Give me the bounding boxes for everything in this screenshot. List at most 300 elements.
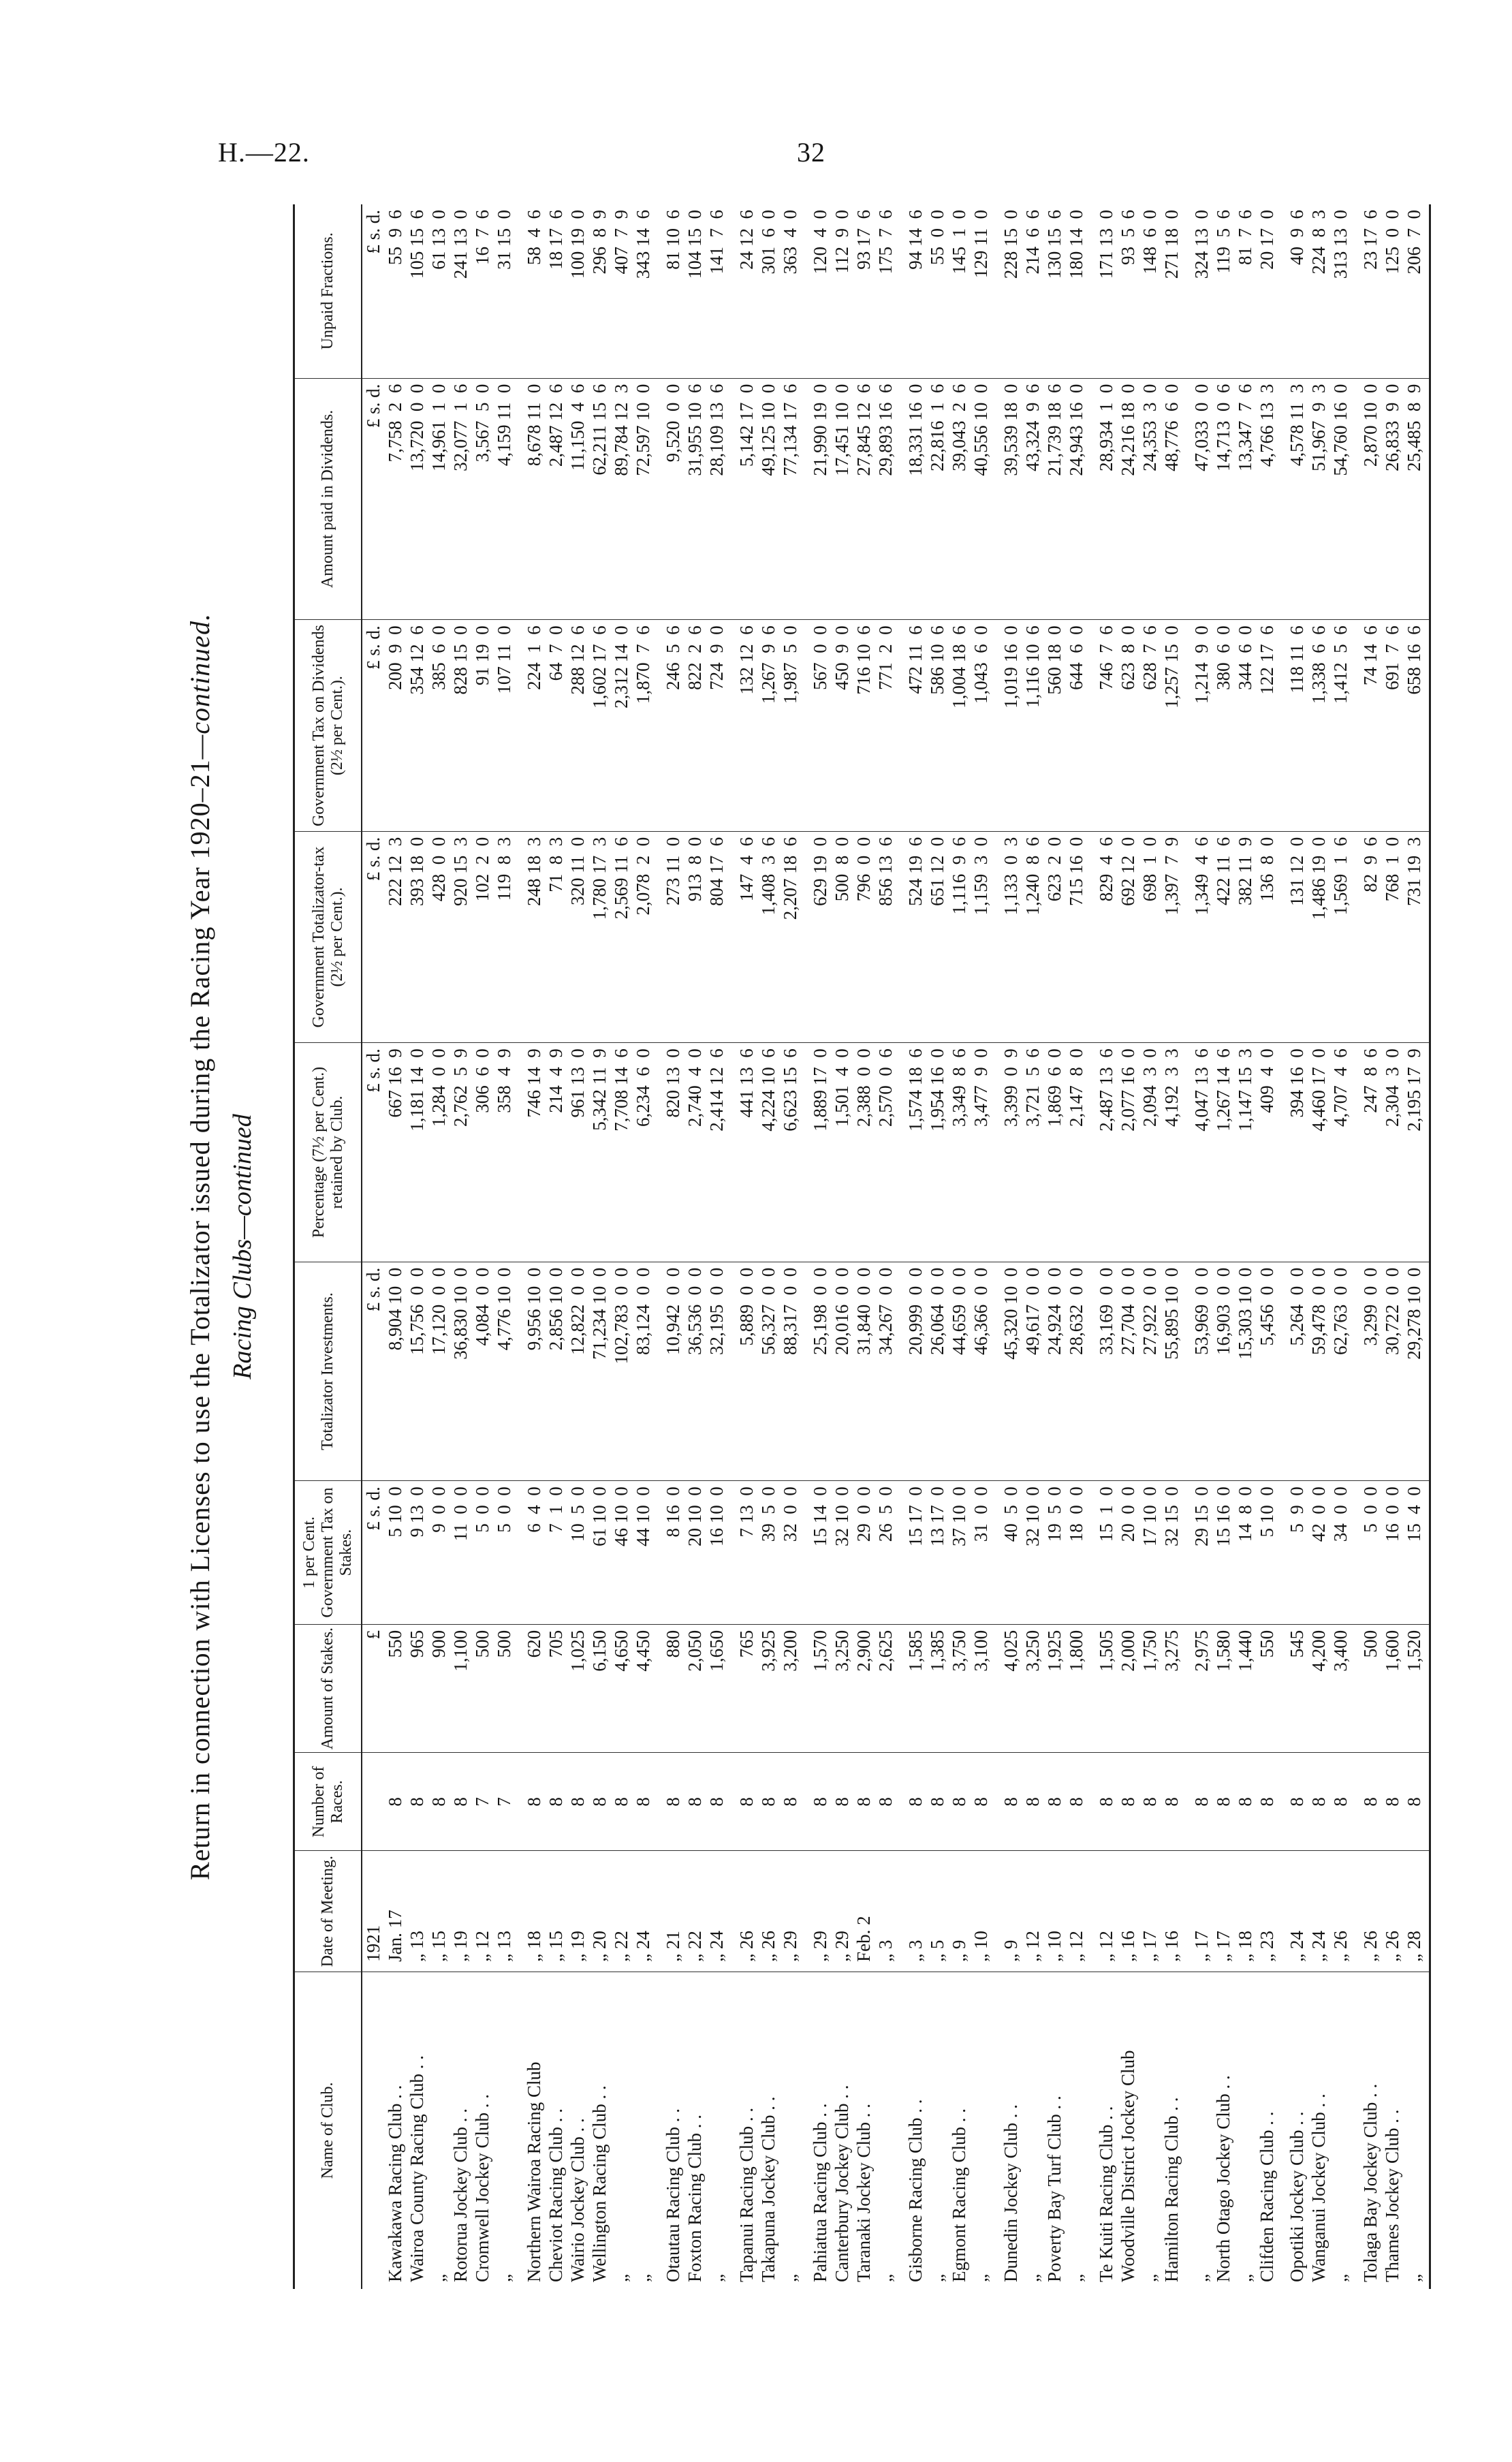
spacer-cell (1278, 1262, 1286, 1481)
percentage-cell: 1,889 17 0 (809, 1043, 831, 1262)
table-row (1381, 204, 1403, 2289)
club-name-cell: Pahiatua Racing Club . . (810, 2103, 830, 2282)
spacer-cell (1087, 831, 1095, 1042)
spacer-cell (896, 1753, 904, 1851)
club-name-cell: „ (494, 2274, 514, 2282)
spacer-cell (801, 1624, 809, 1752)
totalizator-tax-cell: 147 4 6 (736, 831, 757, 1042)
spacer-cell (727, 831, 736, 1042)
meeting-date-cell: „ 24 (632, 1851, 654, 1972)
meeting-date-cell: Jan. 17 (384, 1851, 406, 1972)
table-row (471, 204, 493, 2289)
stakes-cell: 4,450 (632, 1624, 654, 1752)
percentage-cell: 3,399 0 9 (1000, 1043, 1022, 1262)
spacer-cell (727, 204, 736, 378)
stakes-tax-cell: 20 0 0 (1117, 1481, 1139, 1625)
table-title (184, 204, 216, 2289)
dividend-tax-cell: 724 9 0 (706, 620, 727, 831)
meeting-date-cell: „ 12 (1022, 1851, 1043, 1972)
dividends-cell: 47,033 0 0 (1191, 378, 1212, 620)
fractions-cell: 313 13 0 (1329, 204, 1351, 378)
percentage-cell: 2,570 0 6 (875, 1043, 896, 1262)
totalizator-tax-cell: 715 16 0 (1065, 831, 1087, 1042)
dividend-tax-cell: 64 7 0 (545, 620, 567, 831)
dividends-cell: 14,713 0 6 (1212, 378, 1234, 620)
races-cell: 8 (831, 1753, 853, 1851)
totalizator-tax-cell: 422 11 6 (1212, 831, 1234, 1042)
table-row (1065, 204, 1087, 2289)
club-name-cell: Tolaga Bay Jockey Club . . (1360, 2083, 1381, 2282)
meeting-date-cell: „ 13 (493, 1851, 515, 1972)
percentage-cell: 820 13 0 (662, 1043, 684, 1262)
stakes-cell: 1,100 (450, 1624, 471, 1752)
fractions-cell: 94 14 6 (904, 204, 926, 378)
meeting-date-cell: „ 29 (779, 1851, 801, 1972)
races-cell: 8 (523, 1753, 545, 1851)
percentage-cell: 1,284 0 0 (428, 1043, 450, 1262)
fractions-cell: 104 15 0 (684, 204, 706, 378)
page-reference: H.—22. (218, 137, 310, 168)
totalizator-tax-cell: 796 0 0 (853, 831, 875, 1042)
meeting-date-cell: „ 19 (450, 1851, 471, 1972)
totalizator-tax-cell: 920 15 3 (450, 831, 471, 1042)
table-row (853, 204, 875, 2289)
stakes-tax-cell: 15 4 0 (1403, 1481, 1430, 1625)
col-dividends-paid: Amount paid in Dividends. (294, 378, 362, 620)
investments-cell: 10,942 0 0 (662, 1262, 684, 1481)
spacer-cell (1087, 620, 1095, 831)
col-amount-of-stakes: Amount of Stakes. (294, 1624, 362, 1752)
table-body (362, 204, 1430, 2289)
spacer-cell (727, 378, 736, 620)
stakes-tax-cell: 15 17 0 (904, 1481, 926, 1625)
spacer-cell (727, 1972, 736, 2289)
spacer-cell (1182, 1043, 1191, 1262)
spacer-cell (1278, 1043, 1286, 1262)
row-spacer (1087, 204, 1095, 2289)
investments-cell: 4,084 0 0 (471, 1262, 493, 1481)
dividend-tax-cell: 746 7 6 (1095, 620, 1117, 831)
table-row (1403, 204, 1430, 2289)
races-cell: 8 (428, 1753, 450, 1851)
spacer-cell (727, 1851, 736, 1972)
dividends-cell: 18,331 16 0 (904, 378, 926, 620)
dividend-tax-cell: 567 0 0 (809, 620, 831, 831)
fractions-cell: 130 15 6 (1043, 204, 1065, 378)
spacer-cell (1351, 1753, 1359, 1851)
fractions-cell: 129 11 0 (970, 204, 992, 378)
club-name-cell: Takapuna Jockey Club . . (758, 2096, 778, 2282)
row-spacer (992, 204, 1000, 2289)
totalizator-tax-cell: 731 19 3 (1403, 831, 1430, 1042)
stakes-cell: 1,440 (1234, 1624, 1256, 1752)
totalizator-tax-cell: 1,408 3 6 (757, 831, 779, 1042)
investments-cell: 29,278 10 0 (1403, 1262, 1430, 1481)
investments-cell: 53,969 0 0 (1191, 1262, 1212, 1481)
investments-cell: 49,617 0 0 (1022, 1262, 1043, 1481)
fractions-cell: 171 13 0 (1095, 204, 1117, 378)
club-name-cell: Cromwell Jockey Club . . (472, 2094, 492, 2282)
table-row (1095, 204, 1117, 2289)
spacer-cell (896, 1043, 904, 1262)
club-name-cell: Wellington Racing Club . . (589, 2085, 610, 2282)
percentage-cell: 441 13 6 (736, 1043, 757, 1262)
totalizator-tax-cell: 629 19 0 (809, 831, 831, 1042)
percentage-cell: 358 4 9 (493, 1043, 515, 1262)
col-unpaid-fractions: Unpaid Fractions. (294, 204, 362, 378)
races-cell: 8 (567, 1753, 588, 1851)
dividends-cell: 54,760 16 0 (1329, 378, 1351, 620)
dividend-tax-cell: 822 2 6 (684, 620, 706, 831)
units-cell: £ s. d. (362, 1262, 384, 1481)
stakes-tax-cell: 19 5 0 (1043, 1481, 1065, 1625)
races-cell: 8 (875, 1753, 896, 1851)
spacer-cell (801, 1262, 809, 1481)
percentage-cell: 2,195 17 9 (1403, 1043, 1430, 1262)
stakes-cell: 2,975 (1191, 1624, 1212, 1752)
fractions-cell: 301 6 0 (757, 204, 779, 378)
percentage-cell: 2,388 0 0 (853, 1043, 875, 1262)
totalizator-tax-cell: 428 0 0 (428, 831, 450, 1042)
stakes-tax-cell: 5 0 0 (493, 1481, 515, 1625)
dividends-cell: 14,961 1 0 (428, 378, 450, 620)
races-cell: 8 (1191, 1753, 1212, 1851)
spacer-cell (654, 204, 662, 378)
stakes-cell: 3,250 (1022, 1624, 1043, 1752)
spacer-cell (654, 1262, 662, 1481)
stakes-tax-cell: 8 16 0 (662, 1481, 684, 1625)
dividend-tax-cell: 1,214 9 0 (1191, 620, 1212, 831)
dividends-cell: 2,487 12 6 (545, 378, 567, 620)
club-name-cell: Tapanui Racing Club . . (736, 2107, 757, 2282)
dividend-tax-cell: 224 1 6 (523, 620, 545, 831)
col-tax-on-dividends: Government Tax on Dividends (2½ per Cent.). (294, 620, 362, 831)
meeting-date-cell: „ 10 (970, 1851, 992, 1972)
club-name-cell: „ (1191, 2274, 1212, 2282)
table-row (1234, 204, 1256, 2289)
totalizator-tax-cell: 913 8 0 (684, 831, 706, 1042)
stakes-tax-cell: 46 10 0 (610, 1481, 632, 1625)
club-name-cell: Woodville District Jockey Club (1118, 2050, 1138, 2282)
totalizator-tax-cell: 1,780 17 3 (588, 831, 610, 1042)
totalizator-table (293, 204, 1431, 2289)
stakes-cell: 1,600 (1381, 1624, 1403, 1752)
dividend-tax-cell: 74 14 6 (1359, 620, 1381, 831)
spacer-cell (515, 1624, 523, 1752)
investments-cell: 8,904 10 0 (384, 1262, 406, 1481)
stakes-cell: 1,650 (706, 1624, 727, 1752)
table-row (1359, 204, 1381, 2289)
stakes-cell: 1,800 (1065, 1624, 1087, 1752)
races-cell: 8 (1161, 1753, 1182, 1851)
percentage-cell: 1,147 15 3 (1234, 1043, 1256, 1262)
club-name-cell: „ (611, 2274, 631, 2282)
meeting-date-cell: „ 17 (1212, 1851, 1234, 1972)
percentage-cell: 1,501 4 0 (831, 1043, 853, 1262)
dividend-tax-cell: 1,338 6 6 (1308, 620, 1329, 831)
header-row (294, 204, 362, 2289)
fractions-cell: 61 13 0 (428, 204, 450, 378)
percentage-cell: 2,487 13 6 (1095, 1043, 1117, 1262)
dividend-tax-cell: 354 12 6 (406, 620, 428, 831)
dividend-tax-cell: 246 5 6 (662, 620, 684, 831)
table-row (757, 204, 779, 2289)
totalizator-tax-cell: 804 17 6 (706, 831, 727, 1042)
percentage-cell: 306 6 0 (471, 1043, 493, 1262)
club-name-cell: „ (706, 2274, 727, 2282)
stakes-tax-cell: 6 4 0 (523, 1481, 545, 1625)
stakes-cell: 2,050 (684, 1624, 706, 1752)
investments-cell: 28,632 0 0 (1065, 1262, 1087, 1481)
dividends-cell: 49,125 10 0 (757, 378, 779, 620)
meeting-date-cell: „ 12 (1065, 1851, 1087, 1972)
fractions-cell: 55 9 6 (384, 204, 406, 378)
fractions-cell: 23 17 6 (1359, 204, 1381, 378)
percentage-cell: 667 16 9 (384, 1043, 406, 1262)
totalizator-tax-cell: 382 11 9 (1234, 831, 1256, 1042)
stakes-cell: 500 (471, 1624, 493, 1752)
table-row (1212, 204, 1234, 2289)
investments-cell: 46,366 0 0 (970, 1262, 992, 1481)
races-cell: 8 (1117, 1753, 1139, 1851)
stakes-tax-cell: 44 10 0 (632, 1481, 654, 1625)
row-spacer (654, 204, 662, 2289)
investments-cell: 15,756 0 0 (406, 1262, 428, 1481)
stakes-cell: 1,570 (809, 1624, 831, 1752)
table-row (684, 204, 706, 2289)
stakes-cell: 965 (406, 1624, 428, 1752)
dividend-tax-cell: 200 9 0 (384, 620, 406, 831)
races-cell: 8 (736, 1753, 757, 1851)
stakes-tax-cell: 13 17 0 (926, 1481, 948, 1625)
table-row (406, 204, 428, 2289)
stakes-tax-cell: 32 15 0 (1161, 1481, 1182, 1625)
table-row (384, 204, 406, 2289)
spacer-cell (1278, 620, 1286, 831)
percentage-cell: 2,762 5 9 (450, 1043, 471, 1262)
spacer-cell (992, 1262, 1000, 1481)
spacer-cell (1182, 1624, 1191, 1752)
table-row (736, 204, 757, 2289)
dividend-tax-cell: 118 11 6 (1286, 620, 1308, 831)
investments-cell: 26,064 0 0 (926, 1262, 948, 1481)
stakes-tax-cell: 34 0 0 (1329, 1481, 1351, 1625)
dividends-cell: 9,520 0 0 (662, 378, 684, 620)
dividends-cell: 72,597 10 0 (632, 378, 654, 620)
totalizator-tax-cell: 320 11 0 (567, 831, 588, 1042)
spacer-cell (515, 204, 523, 378)
club-name-cell: Te Kuiti Racing Club . . (1096, 2106, 1116, 2282)
percentage-cell: 4,047 13 6 (1191, 1043, 1212, 1262)
dividends-cell: 3,567 5 0 (471, 378, 493, 620)
stakes-cell: 3,200 (779, 1624, 801, 1752)
meeting-date-cell: „ 26 (1381, 1851, 1403, 1972)
club-name-cell: Rotorua Jockey Club . . (450, 2108, 471, 2282)
dividends-cell: 89,784 12 3 (610, 378, 632, 620)
meeting-date-cell: „ 24 (706, 1851, 727, 1972)
spacer-cell (515, 831, 523, 1042)
club-name-cell: „ (875, 2274, 896, 2282)
spacer-cell (654, 1972, 662, 2289)
dividend-tax-cell: 828 15 0 (450, 620, 471, 831)
fractions-cell: 206 7 0 (1403, 204, 1430, 378)
spacer-cell (896, 620, 904, 831)
investments-cell: 27,704 0 0 (1117, 1262, 1139, 1481)
percentage-cell: 1,954 16 0 (926, 1043, 948, 1262)
club-name-cell: Wairio Jockey Club . . (567, 2118, 588, 2282)
races-cell: 8 (853, 1753, 875, 1851)
spacer-cell (801, 1972, 809, 2289)
meeting-date-cell: „ 15 (545, 1851, 567, 1972)
dividend-tax-cell: 560 18 0 (1043, 620, 1065, 831)
totalizator-tax-cell: 393 18 0 (406, 831, 428, 1042)
totalizator-tax-cell: 1,569 1 6 (1329, 831, 1351, 1042)
races-cell: 8 (1022, 1753, 1043, 1851)
club-name-cell: „ (1066, 2274, 1086, 2282)
stakes-tax-cell: 32 0 0 (779, 1481, 801, 1625)
spacer-cell (515, 1753, 523, 1851)
meeting-date-cell: „ 24 (1286, 1851, 1308, 1972)
stakes-tax-cell: 15 14 0 (809, 1481, 831, 1625)
table-row (706, 204, 727, 2289)
units-cell: £ s. d. (362, 1043, 384, 1262)
spacer-cell (1182, 831, 1191, 1042)
dividend-tax-cell: 288 12 6 (567, 620, 588, 831)
races-cell: 8 (684, 1753, 706, 1851)
dividend-tax-cell: 1,267 9 6 (757, 620, 779, 831)
stakes-cell: 1,925 (1043, 1624, 1065, 1752)
stakes-tax-cell: 61 10 0 (588, 1481, 610, 1625)
table-row (1139, 204, 1161, 2289)
fractions-cell: 55 0 0 (926, 204, 948, 378)
fractions-cell: 148 6 0 (1139, 204, 1161, 378)
row-spacer (1351, 204, 1359, 2289)
spacer-cell (1278, 1972, 1286, 2289)
races-cell: 8 (1043, 1753, 1065, 1851)
spacer-cell (801, 204, 809, 378)
races-cell: 8 (662, 1753, 684, 1851)
stakes-tax-cell: 29 0 0 (853, 1481, 875, 1625)
stakes-tax-cell: 15 1 0 (1095, 1481, 1117, 1625)
dividends-cell: 22,816 1 6 (926, 378, 948, 620)
investments-cell: 88,317 0 0 (779, 1262, 801, 1481)
table-row (428, 204, 450, 2289)
fractions-cell: 407 7 9 (610, 204, 632, 378)
spacer-cell (1351, 1481, 1359, 1625)
club-name-cell: Wanganui Jockey Club . . (1308, 2093, 1329, 2282)
stakes-cell: 3,400 (1329, 1624, 1351, 1752)
races-cell: 8 (1329, 1753, 1351, 1851)
table-row (1286, 204, 1308, 2289)
club-name-cell: „ (428, 2274, 449, 2282)
percentage-cell: 2,077 16 0 (1117, 1043, 1139, 1262)
dividends-cell: 24,216 18 0 (1117, 378, 1139, 620)
club-name-cell: Kawakawa Racing Club . . (385, 2085, 405, 2282)
dividends-cell: 51,967 9 3 (1308, 378, 1329, 620)
investments-cell: 9,956 10 0 (523, 1262, 545, 1481)
races-cell: 8 (904, 1753, 926, 1851)
percentage-cell: 2,740 4 0 (684, 1043, 706, 1262)
spacer-cell (992, 1481, 1000, 1625)
spacer-cell (654, 1753, 662, 1851)
races-cell: 8 (779, 1753, 801, 1851)
percentage-cell: 4,460 17 0 (1308, 1043, 1329, 1262)
spacer-cell (1182, 1481, 1191, 1625)
dividends-cell: 2,870 10 0 (1359, 378, 1381, 620)
investments-cell: 56,327 0 0 (757, 1262, 779, 1481)
investments-cell: 27,922 0 0 (1139, 1262, 1161, 1481)
dividend-tax-cell: 628 7 6 (1139, 620, 1161, 831)
spacer-cell (1351, 1262, 1359, 1481)
spacer-cell (1087, 1043, 1095, 1262)
spacer-cell (1351, 1624, 1359, 1752)
spacer-cell (992, 1851, 1000, 1972)
spacer-cell (1182, 1972, 1191, 2289)
spacer-cell (1087, 1624, 1095, 1752)
totalizator-tax-cell: 2,078 2 0 (632, 831, 654, 1042)
meeting-date-cell: „ 12 (471, 1851, 493, 1972)
club-name-cell: Opotiki Jockey Club . . (1287, 2111, 1307, 2282)
dividend-tax-cell: 658 16 6 (1403, 620, 1430, 831)
units-cell: £ s. d. (362, 378, 384, 620)
meeting-date-cell: „ 28 (1403, 1851, 1430, 1972)
spacer-cell (515, 1043, 523, 1262)
percentage-cell: 2,304 3 0 (1381, 1043, 1403, 1262)
races-cell: 8 (1065, 1753, 1087, 1851)
percentage-cell: 2,147 8 0 (1065, 1043, 1087, 1262)
dividend-tax-cell: 644 6 0 (1065, 620, 1087, 831)
dividends-cell: 40,556 10 0 (970, 378, 992, 620)
investments-cell: 59,478 0 0 (1308, 1262, 1329, 1481)
stakes-cell: 500 (1359, 1624, 1381, 1752)
percentage-cell: 3,721 5 6 (1022, 1043, 1043, 1262)
stakes-cell: 1,750 (1139, 1624, 1161, 1752)
units-cell: £ s. d. (362, 620, 384, 831)
dividends-cell: 28,109 13 6 (706, 378, 727, 620)
spacer-cell (896, 1481, 904, 1625)
row-spacer (1278, 204, 1286, 2289)
spacer-cell (1278, 1753, 1286, 1851)
meeting-date-cell: „ 18 (523, 1851, 545, 1972)
fractions-cell: 324 13 0 (1191, 204, 1212, 378)
club-name-cell: Taranaki Jockey Club . . (853, 2103, 874, 2282)
club-name-cell: Egmont Racing Club . . (949, 2108, 969, 2282)
spacer-cell (1182, 620, 1191, 831)
spacer-cell (1278, 1851, 1286, 1972)
table-row (970, 204, 992, 2289)
stakes-cell: 3,275 (1161, 1624, 1182, 1752)
table-title-text: Return in connection with Licenses to use the Totalizator issued during the Racing Year 1920–21 (185, 759, 215, 1880)
investments-cell: 15,303 10 0 (1234, 1262, 1256, 1481)
investments-cell: 30,722 0 0 (1381, 1262, 1403, 1481)
percentage-cell: 746 14 9 (523, 1043, 545, 1262)
dividends-cell: 48,776 6 0 (1161, 378, 1182, 620)
percentage-cell: 1,869 6 0 (1043, 1043, 1065, 1262)
stakes-cell: 620 (523, 1624, 545, 1752)
row-spacer (727, 204, 736, 2289)
spacer-cell (801, 620, 809, 831)
races-cell: 8 (970, 1753, 992, 1851)
fractions-cell: 112 9 0 (831, 204, 853, 378)
stakes-tax-cell: 16 0 0 (1381, 1481, 1403, 1625)
stakes-cell: 6,150 (588, 1624, 610, 1752)
totalizator-tax-cell: 82 9 6 (1359, 831, 1381, 1042)
table-row (1000, 204, 1022, 2289)
stakes-cell: 4,650 (610, 1624, 632, 1752)
fractions-cell: 16 7 6 (471, 204, 493, 378)
totalizator-tax-cell: 248 18 3 (523, 831, 545, 1042)
table-row (875, 204, 896, 2289)
